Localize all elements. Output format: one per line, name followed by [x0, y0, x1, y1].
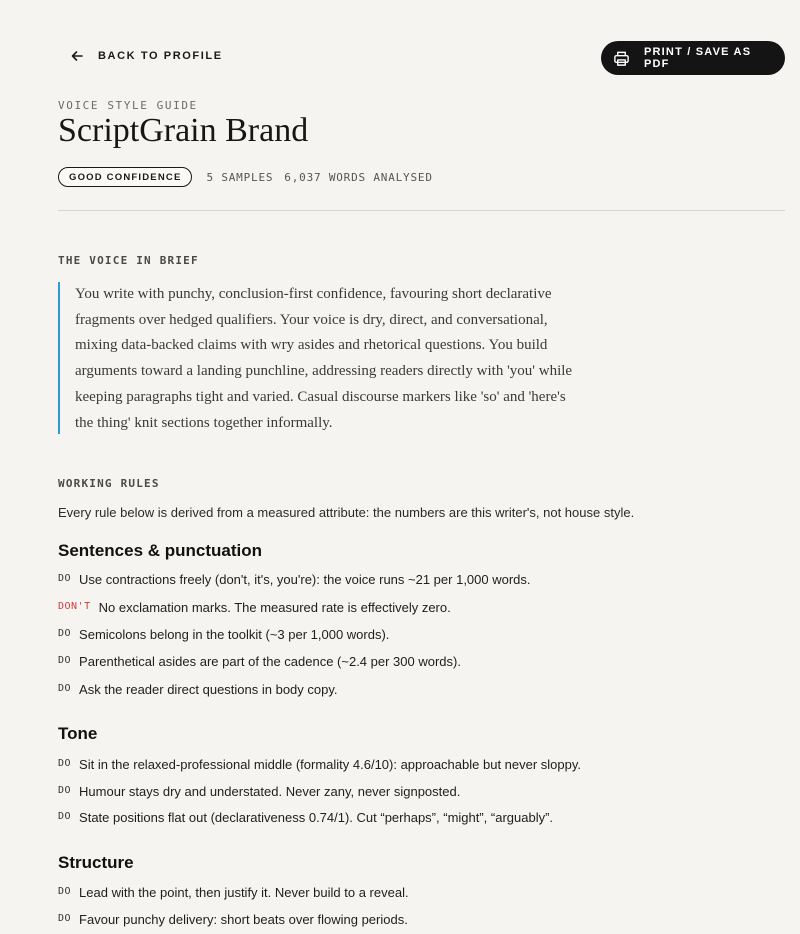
rule-item	[58, 572, 531, 587]
words-count: 6,037 WORDS ANALYSED	[284, 170, 433, 184]
rule-text: Humour stays dry and understated. Never zany, never signposted.	[79, 784, 461, 799]
rule-tag-do: DO	[58, 785, 72, 796]
voice-brief-quote	[58, 282, 598, 434]
print-button-label: PRINT / SAVE AS PDF	[644, 46, 752, 70]
brief-line: keeping paragraphs tight and varied. Casual discourse markers like 'so' and 'here's	[75, 388, 566, 405]
top-bar	[68, 40, 785, 76]
rule-item	[58, 784, 460, 799]
rule-text: Parenthetical asides are part of the cadence (~2.4 per 300 words).	[79, 654, 461, 669]
page-eyebrow: VOICE STYLE GUIDE	[58, 99, 198, 112]
rules-section-label: WORKING RULES	[58, 477, 160, 490]
rule-text: Sit in the relaxed-professional middle (formality 4.6/10): approachable but never sloppy.	[79, 757, 582, 772]
confidence-badge: GOOD CONFIDENCE	[58, 167, 192, 187]
rule-item	[58, 627, 389, 642]
group-title-sentences: Sentences & punctuation	[58, 541, 263, 560]
rule-text: Lead with the point, then justify it. Never build to a reveal.	[79, 885, 409, 900]
rule-text: Ask the reader direct questions in body copy.	[79, 682, 338, 697]
rule-item	[58, 912, 408, 927]
guide-meta	[58, 167, 433, 187]
rule-tag-do: DO	[58, 811, 72, 822]
back-to-profile-link[interactable]	[70, 49, 223, 63]
brief-section-label: THE VOICE IN BRIEF	[58, 254, 199, 267]
brief-line: fragments over hedged qualifiers. Your voice is dry, direct, and conversational,	[75, 311, 548, 328]
rule-item	[58, 682, 338, 697]
printer-icon	[613, 50, 630, 67]
rule-text: No exclamation marks. The measured rate is effectively zero.	[98, 600, 451, 615]
rule-tag-dont: DON'T	[58, 601, 91, 612]
back-link-label: BACK TO PROFILE	[98, 50, 223, 62]
rule-text: Favour punchy delivery: short beats over flowing periods.	[79, 912, 408, 927]
rule-tag-do: DO	[58, 913, 72, 924]
rule-text: Use contractions freely (don't, it's, you're): the voice runs ~21 per 1,000 words.	[79, 572, 531, 587]
rule-item	[58, 885, 409, 900]
brief-line: mixing data-backed claims with wry asides and rhetorical questions. You build	[75, 337, 548, 354]
brief-line: arguments toward a landing punchline, addressing readers directly with 'you' while	[75, 363, 573, 380]
page-title: ScriptGrain Brand	[58, 112, 309, 149]
brief-line: You write with punchy, conclusion-first confidence, favouring short declarative	[75, 286, 552, 302]
rule-item	[58, 654, 461, 669]
rule-text: Semicolons belong in the toolkit (~3 per 1,000 words).	[79, 627, 390, 642]
group-title-structure: Structure	[58, 853, 134, 872]
rule-tag-do: DO	[58, 655, 72, 666]
arrow-left-icon	[70, 49, 84, 63]
rule-text: State positions flat out (declarativeness 0.74/1). Cut “perhaps”, “might”, “arguably”.	[79, 810, 554, 825]
print-save-pdf-button[interactable]	[601, 41, 785, 75]
rule-tag-do: DO	[58, 628, 72, 639]
rule-item	[58, 600, 451, 615]
rule-tag-do: DO	[58, 758, 72, 769]
group-title-tone: Tone	[58, 724, 98, 743]
rules-intro: Every rule below is derived from a measured attribute: the numbers are this writer's, not house style.	[58, 505, 635, 520]
brief-line: the thing' knit sections together informally.	[75, 414, 333, 431]
rule-item	[58, 757, 581, 772]
samples-count: 5 SAMPLES	[206, 170, 274, 184]
rule-tag-do: DO	[58, 886, 72, 897]
rule-tag-do: DO	[58, 683, 72, 694]
header-divider	[58, 210, 785, 211]
rule-item	[58, 810, 553, 825]
rule-tag-do: DO	[58, 573, 72, 584]
